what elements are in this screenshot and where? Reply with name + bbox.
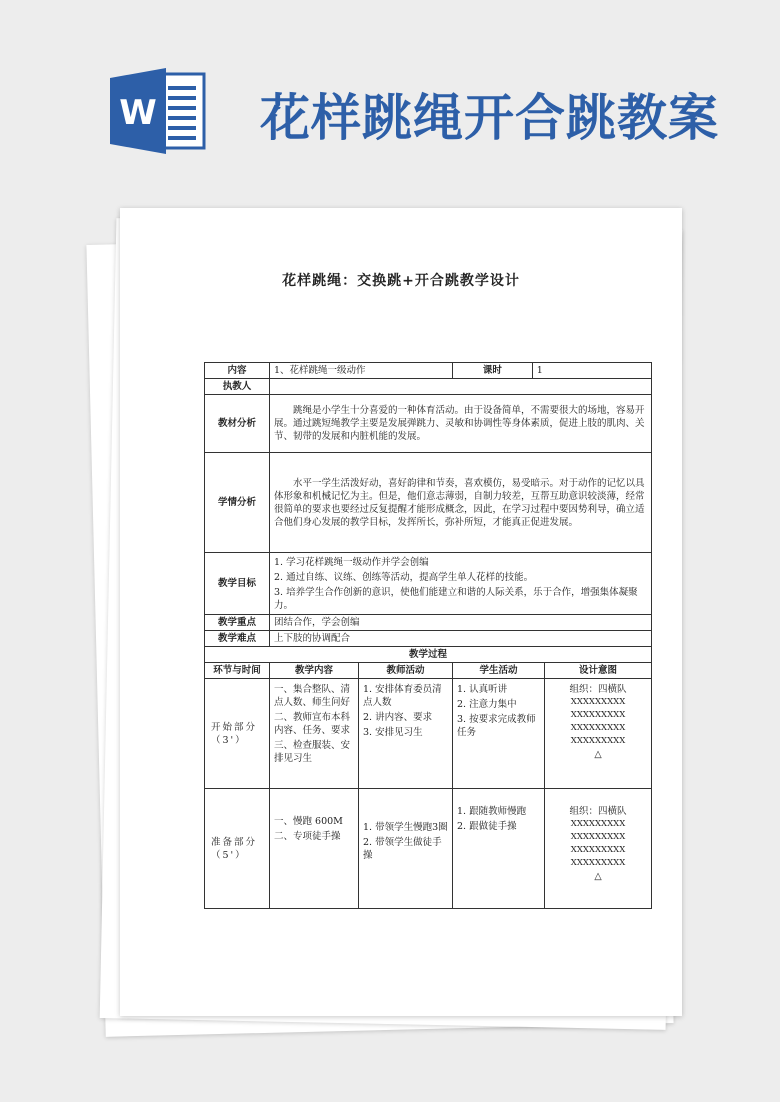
key-point-label: 教学重点 (205, 615, 270, 631)
formation-row: XXXXXXXXX (570, 858, 626, 868)
table-row (205, 363, 652, 379)
material-text: 跳绳是小学生十分喜爱的一种体育活动。由于设备简单，不需要很大的场地，容易开展。通过跳短绳教学主要是发展弹跳力、灵敏和协调性等身体素质，促进上肢的肌肉、关节、韧带的发展和内脏机能的发展。 (274, 405, 645, 442)
formation-row: XXXXXXXXX (570, 710, 626, 720)
word-logo-letter: W (119, 93, 157, 133)
difficulty-label: 教学难点 (205, 631, 270, 647)
table-row (205, 553, 652, 615)
formation-row: XXXXXXXXX (570, 845, 626, 855)
formation-row: XXXXXXXXX (570, 819, 626, 829)
content-item: 三、检查服装、安排见习生 (274, 740, 351, 764)
column-header: 教学内容 (270, 663, 359, 679)
table-row (205, 647, 652, 663)
process-title: 教学过程 (205, 647, 652, 663)
table-row (205, 379, 652, 395)
word-logo-icon (110, 68, 206, 154)
document-title: 花样跳绳：交换跳+开合跳教学设计 (282, 273, 520, 289)
formation-row: XXXXXXXXX (570, 697, 626, 707)
goal-item: 1. 学习花样跳绳一级动作并学会创编 (274, 556, 429, 568)
content-item: 二、教师宣布本科内容、任务、要求 (274, 712, 351, 736)
formation-label: 组织：四横队 (569, 684, 627, 695)
document-page (120, 208, 682, 1016)
goal-item: 3. 培养学生合作创新的意识，使他们能建立和谐的人际关系，乐于合作，增强集体凝聚力。 (274, 586, 638, 611)
teacher-item: 1. 安排体育委员清点人数 (363, 684, 442, 708)
formation-row: XXXXXXXXX (570, 736, 626, 746)
teacher-item: 1. 带领学生慢跑3圈 (363, 822, 448, 833)
teacher-label: 执教人 (205, 379, 270, 395)
teacher-position-mark: △ (594, 749, 602, 760)
student-item: 1. 认真听讲 (457, 684, 508, 695)
content-label: 内容 (205, 363, 270, 379)
table-row (205, 789, 652, 909)
students-text: 水平一学生活泼好动，喜好韵律和节奏，喜欢模仿，易受暗示。对于动作的记忆以具体形象和机械记忆为主。但是，他们意志薄弱，自制力较差，互帮互助意识较淡薄，经常很简单的要求也要经过反复提醒才能形成概念，因此，在学习过程中要因势利导，确立适合他们身心发展的教学目标，发挥所长，弥补所短，才能真正促进发展。 (274, 477, 645, 528)
table-row (205, 453, 652, 553)
hours-value: 1 (536, 365, 543, 376)
table-row (205, 615, 652, 631)
table-row (205, 631, 652, 647)
table-row (205, 395, 652, 453)
table-row (205, 679, 652, 789)
column-header: 学生活动 (453, 663, 545, 679)
lesson-plan-table (204, 362, 652, 909)
student-item: 3. 按要求完成教师任务 (457, 714, 536, 738)
key-point-value: 团结合作，学会创编 (270, 615, 652, 631)
content-item: 二、专项徒手操 (274, 831, 341, 842)
teacher-position-mark: △ (594, 871, 602, 882)
goal-item: 2. 通过自练、议练、创练等活动，提高学生单人花样的技能。 (274, 571, 534, 583)
goals-label: 教学目标 (205, 553, 270, 615)
student-item: 2. 注意力集中 (457, 699, 517, 710)
teacher-item: 2. 带领学生做徒手操 (363, 837, 442, 861)
content-item: 一、集合整队、清点人数、师生问好 (274, 684, 351, 708)
difficulty-value: 上下肢的协调配合 (270, 631, 652, 647)
content-item: 一、慢跑 600M (274, 816, 343, 827)
stage-name: 准备部分（5'） (205, 789, 270, 909)
column-header: 环节与时间 (205, 663, 270, 679)
students-label: 学情分析 (205, 453, 270, 553)
table-header-row (205, 663, 652, 679)
formation-row: XXXXXXXXX (570, 832, 626, 842)
column-header: 教师活动 (359, 663, 453, 679)
banner-title: 花样跳绳开合跳教案 (260, 89, 719, 147)
formation-row: XXXXXXXXX (570, 723, 626, 733)
material-label: 教材分析 (205, 395, 270, 453)
column-header: 设计意图 (545, 663, 652, 679)
formation-label: 组织：四横队 (569, 806, 627, 817)
student-item: 1. 跟随教师慢跑 (457, 806, 527, 817)
content-value: 1、花样跳绳一级动作 (270, 363, 453, 379)
student-item: 2. 跟做徒手操 (457, 821, 517, 832)
stage-name: 开始部分（3'） (205, 679, 270, 789)
hours-label: 课时 (453, 363, 532, 378)
teacher-item: 2. 讲内容、要求 (363, 712, 433, 723)
teacher-value (270, 379, 652, 395)
teacher-item: 3. 安排见习生 (363, 727, 423, 738)
